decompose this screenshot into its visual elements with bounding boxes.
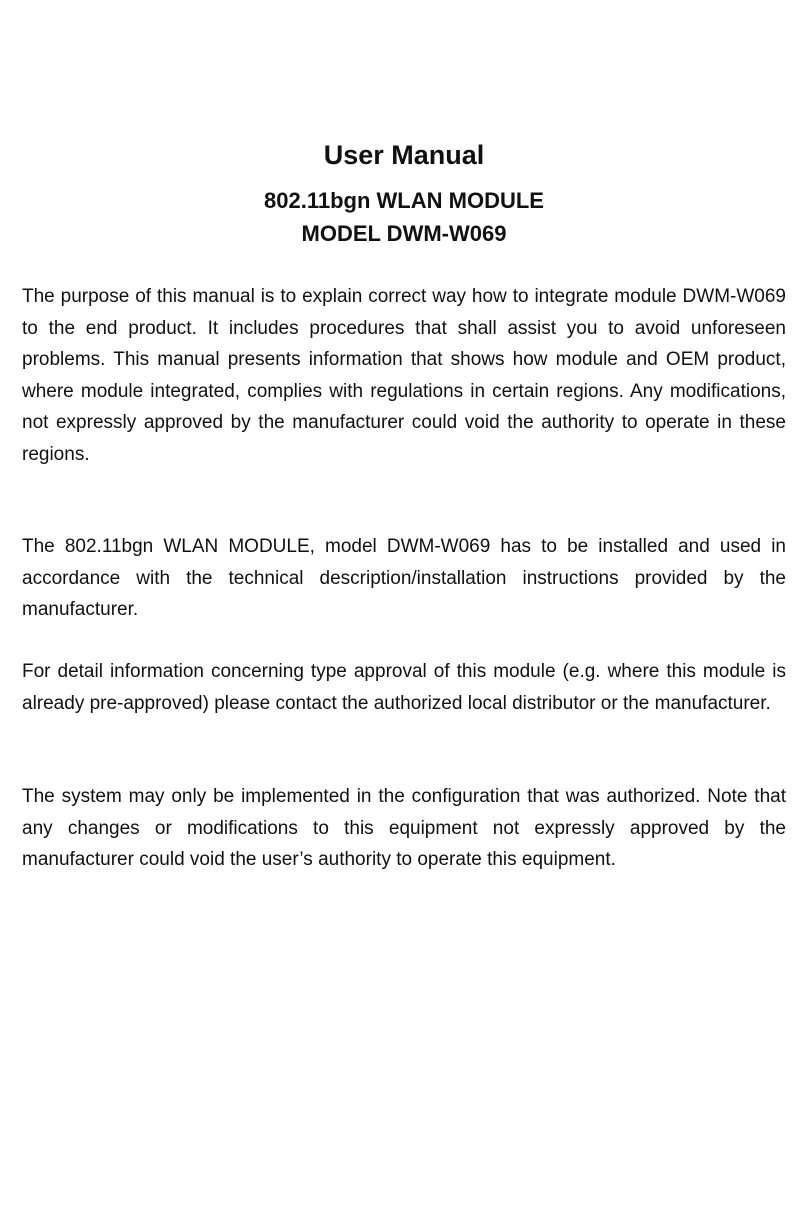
model-name: MODEL DWM-W069 (301, 221, 507, 246)
paragraph-configuration: The system may only be implemented in the configuration that was authorized. Note that any changes or modifications to this equipment not expressly approved by the manufacturer could void the user’s authority to operate this equipment. (22, 786, 786, 870)
paragraph-purpose: The purpose of this manual is to explain correct way how to integrate module DWM-W069 to the end product. It includes procedures that shall assist you to avoid unforeseen problems. This manual presents information that shows how module and OEM product, where module integrated, complies with regulations in certain regions. Any modifications, not expressly approved by the manufacturer could void the authority to operate in these regions. (22, 286, 786, 465)
product-name: 802.11bgn WLAN MODULE (264, 188, 544, 213)
document-title: User Manual (323, 140, 485, 170)
paragraph-type-approval: For detail information concerning type approval of this module (e.g. where this module is already pre-approved) please contact the authorized local distributor or the manufacturer. (22, 661, 786, 714)
paragraph-installation: The 802.11bgn WLAN MODULE, model DWM-W069 has to be installed and used in accordance with the technical description/installation instructions provided by the manufacturer. (22, 536, 786, 620)
